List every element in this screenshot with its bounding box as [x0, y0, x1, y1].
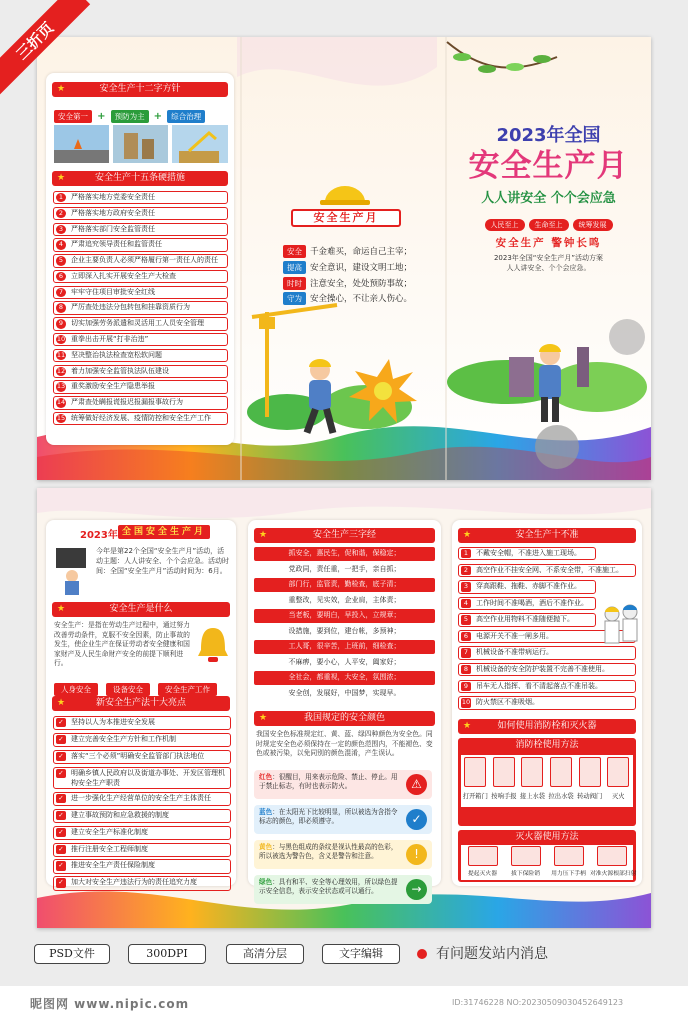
law-item [53, 859, 231, 873]
measure-text: 企业主要负责人必须严格履行第一责任人的责任 [71, 256, 218, 265]
hydrant-step-label: 拉出水袋 [548, 793, 574, 800]
classic-row: 当老板，要明白，早投入，立规章； [254, 609, 435, 623]
rule-text: 高空作业用物料不准随便抛下。 [476, 615, 574, 624]
law-text: 推进安全生产责任保险制度 [71, 861, 155, 870]
rule-item [458, 680, 636, 693]
law-item [53, 716, 231, 730]
verse-tag: 时时 [283, 277, 306, 290]
check-icon: ✓ [56, 718, 66, 727]
measure-item [53, 349, 228, 362]
rule-number: 1 [461, 549, 471, 558]
rule-number: 7 [461, 648, 471, 657]
measure-text: 切实加强劳务派遣和灵活用工人员安全管理 [71, 319, 204, 328]
law-text: 建立完善安全生产方针和工作机制 [71, 734, 176, 743]
law-item [53, 750, 231, 764]
rule-item [458, 564, 636, 577]
item-number: 7 [56, 288, 66, 297]
verse-block [283, 245, 433, 308]
red-warning-icon: ⚠ [406, 774, 427, 795]
hydrant-step-picture [607, 757, 629, 787]
classic-row: 重整改，见实效，企业肩，主体责； [254, 594, 435, 608]
color-title: ★ 我国规定的安全颜色 [254, 711, 435, 726]
extinguisher-step-picture [554, 846, 584, 866]
hydrant-step-picture [493, 757, 515, 787]
measure-item [53, 380, 228, 393]
brochure-back-side [37, 488, 651, 928]
psd-file-button[interactable]: PSD文件 [34, 944, 110, 964]
law-item [53, 767, 231, 789]
cover-pill: 统筹发展 [573, 219, 613, 231]
color-text: ：具有和平、安全等心理效用，所以绿色提示安全信息，表示安全状态或可以通行。 [259, 878, 398, 896]
cover-pills [446, 212, 651, 231]
main-title-text: 安全生产月 [468, 148, 629, 184]
verse-tag: 安全 [283, 245, 306, 258]
rule-text: 不戴安全帽，不准进入施工现场。 [476, 549, 581, 557]
rule-item [458, 696, 636, 709]
hydrant-steps [461, 755, 633, 807]
law-item [53, 809, 231, 823]
rule-number: 4 [461, 599, 471, 608]
measure-item [53, 333, 228, 346]
item-number: 11 [56, 350, 66, 359]
verse-text: 千金难买，命运自己主宰； [310, 247, 413, 257]
cover-panel [446, 121, 651, 273]
hydrant-step-picture [464, 757, 486, 787]
measure-text: 坚决整治执法检查宽松软问题 [71, 350, 162, 359]
extinguisher-steps [461, 845, 637, 880]
rule-number: 8 [461, 665, 471, 674]
hydrant-step-picture [550, 757, 572, 787]
watermark-bar [0, 986, 688, 1024]
measure-item [53, 191, 228, 204]
rule-item [458, 597, 596, 610]
measure-item [53, 270, 228, 283]
hydrant-step [547, 757, 576, 800]
classic-title: ★ 安全生产三字经 [254, 528, 435, 543]
verse-line [283, 277, 433, 292]
brochure-front-side [37, 37, 651, 480]
classic-row: 设措施，要到位，建台帐，多预神； [254, 625, 435, 639]
hydrant-step-label: 灭火 [612, 793, 625, 800]
measure-text: 严格落实部门安全监管责任 [71, 224, 155, 233]
extinguisher-title: 灭火器使用方法 [515, 832, 579, 842]
measure-item [53, 301, 228, 314]
extinguisher-step-label: 提起灭火器 [468, 871, 497, 877]
item-number: 4 [56, 240, 66, 249]
item-number: 12 [56, 366, 66, 375]
color-name: 红色 [259, 773, 273, 781]
measure-text: 统筹做好经济发展、疫情防控和安全生产工作 [71, 413, 211, 422]
rule-item [458, 613, 596, 626]
rule-text: 工作时间不准喝酒，酒后不准作业。 [476, 598, 588, 607]
month-badge-bottom: 全国安全生产月 [118, 525, 210, 539]
rule-item [458, 663, 636, 676]
law-text: 明确乡镇人民政府以及街道办事处、开发区管理机构安全生产职责 [71, 768, 225, 787]
classic-row: 抓安全，惠民生，促和谐，保稳定； [254, 547, 435, 561]
rule-number: 6 [461, 632, 471, 641]
hydrant-step [604, 757, 633, 800]
measure-item [53, 365, 228, 378]
color-name: 蓝色 [259, 808, 273, 816]
color-name: 黄色 [259, 843, 273, 851]
measure-text: 严格落实地方政府安全责任 [71, 208, 155, 217]
item-number: 3 [56, 225, 66, 234]
verse-line [283, 261, 433, 276]
year-title: 2023年全国 [496, 125, 601, 146]
what-title: ★ 安全生产是什么 [52, 602, 230, 617]
slogan-tag: 预防为主 [111, 110, 149, 123]
front-left-panel [46, 73, 234, 445]
extinguisher-step [504, 846, 547, 877]
color-name: 绿色 [259, 878, 273, 886]
slogan-title: ★ 安全生产十二字方针 [52, 82, 228, 97]
rule-number: 3 [461, 582, 471, 591]
verse-line [283, 292, 433, 307]
measures-list [53, 191, 228, 428]
color-item [254, 840, 432, 869]
law-text: 推行注册安全工程师制度 [71, 844, 148, 853]
hydrant-section: ★ 如何使用消防栓和灭火器 [458, 719, 636, 734]
classic-row: 部门行，监管责，勤检查，底子清； [254, 578, 435, 592]
alarm-bell-icon [194, 624, 232, 668]
plus-icon: + [97, 111, 106, 122]
cover-pill: 人民至上 [485, 219, 525, 231]
hydrant-step-label: 接上水袋 [519, 793, 546, 800]
rule-text: 电源开关不准一闸多用。 [476, 631, 553, 640]
rule-text: 穿高跟鞋、拖鞋、赤脚不准作业。 [476, 582, 581, 591]
verse-text: 注意安全，处处预防事故； [310, 278, 413, 289]
slogan-tag: 安全第一 [54, 110, 92, 123]
rule-number: 9 [461, 682, 471, 691]
check-icon: ✓ [56, 861, 66, 870]
law-title: ★ 新安全生产法十大亮点 [52, 696, 230, 711]
rule-item [458, 547, 596, 560]
hydrant-step-label: 转动阀门 [577, 793, 603, 800]
color-text: ：与黑色组成的条纹是视认性最高的色彩，所以被选为警告色，含义是警告和注意。 [259, 843, 398, 861]
hydrant-step [461, 757, 490, 800]
check-icon: ✓ [56, 878, 66, 887]
hydrant-step [575, 757, 604, 800]
item-number: 8 [56, 303, 66, 312]
item-number: 15 [56, 413, 66, 422]
corner-badge [0, 0, 110, 110]
law-item [53, 826, 231, 840]
text-edit-button[interactable]: 文字编辑 [322, 944, 400, 964]
measure-text: 立即深入扎实开展安全生产大检查 [71, 271, 176, 280]
law-text: 坚持以人为本推进安全发展 [71, 718, 155, 726]
cover-note: 2023年全国“安全生产月”活动方案 人人讲安全、个个会应急。 [493, 254, 604, 272]
color-text: ：很醒目，用来表示危险、禁止、停止。用于禁止标志，有时也表示防火。 [259, 773, 398, 791]
measure-item [53, 396, 228, 409]
yellow-caution-icon: ! [406, 844, 427, 865]
check-icon: ✓ [56, 769, 66, 778]
check-icon: ✓ [56, 828, 66, 837]
rule-number: 10 [461, 698, 471, 707]
measure-item [53, 254, 228, 267]
month-badge: 安全生产月 [291, 209, 401, 227]
cover-pill: 生命至上 [529, 219, 569, 231]
law-list [53, 716, 231, 893]
what-tag: 人身安全 [54, 683, 98, 696]
extinguisher-box [458, 830, 636, 882]
rule-number: 2 [461, 566, 471, 575]
measure-item [53, 412, 228, 425]
item-number: 14 [56, 398, 66, 407]
measure-text: 重奖激励安全生产隐患举报 [71, 382, 155, 391]
item-number: 9 [56, 319, 66, 328]
law-item [53, 876, 231, 890]
extinguisher-step-label: 用力压下手柄 [551, 871, 586, 877]
slogan-tag: 综合治理 [167, 110, 205, 123]
back-left-panel [46, 520, 236, 886]
measure-item [53, 223, 228, 236]
what-tag: 安全生产工作 [158, 683, 217, 696]
cover-subtitle: 人人讲安全 个个会应急 [481, 191, 616, 206]
rule-text: 高空作业不挂安全网、不系安全带，不准施工。 [476, 565, 623, 574]
extinguisher-step-picture [597, 846, 627, 866]
classic-row: 不麻痹，要小心，人平安，阖家好； [254, 656, 435, 670]
layers-button[interactable]: 高清分层 [226, 944, 304, 964]
verse-text: 安全操心，不让亲人伤心。 [310, 294, 413, 305]
watermark-id: ID:31746228 NO:20230509030452649123 [452, 998, 624, 1007]
extinguisher-step-picture [468, 846, 498, 866]
watermark-logo: 昵图网 www.nipic.com [30, 997, 190, 1011]
extinguisher-step-picture [511, 846, 541, 866]
extinguisher-step [590, 846, 637, 877]
color-intro: 我国安全色标准规定红、黄、蓝、绿四种颜色为安全色。同时规定安全色必须保持在一定的颜色范围内，不能褪色、变色或被污染，以免同别的颜色混淆，产生误认。 [256, 730, 433, 758]
extinguisher-step [547, 846, 590, 877]
worker-sign-illustration [52, 546, 90, 596]
law-text: 加大对安全生产违法行为的责任追究力度 [71, 878, 197, 887]
notice-text: 有问题发站内消息 [436, 946, 548, 962]
measure-item [53, 317, 228, 330]
law-text: 进一步强化生产经营单位的安全生产主体责任 [71, 793, 211, 802]
measure-text: 严肃查处瞒报谎报迟报漏报事故行为 [71, 398, 183, 407]
law-text: 落实“三个必须”明确安全监管部门执法地位 [71, 751, 205, 760]
color-item [254, 770, 432, 799]
extinguisher-step-label: 拔下保险销 [511, 871, 540, 877]
blue-check-icon: ✓ [406, 809, 427, 830]
hydrant-box [458, 738, 636, 826]
rule-text: 吊车无人指挥、看不清起落点不准吊装。 [476, 681, 602, 690]
extinguisher-step [461, 846, 504, 877]
color-item [254, 875, 432, 904]
law-item [53, 733, 231, 747]
rule-text: 机械设备不准带病运行。 [476, 648, 553, 657]
measure-text: 严肃追究领导责任和监管责任 [71, 240, 162, 249]
law-text: 建立事故预防和应急救援的制度 [71, 810, 169, 819]
verse-line [283, 245, 433, 260]
check-icon: ✓ [56, 735, 66, 744]
measure-item [53, 207, 228, 220]
alarm-text: 安全生产 警钟长鸣 [495, 237, 602, 249]
hydrant-step-picture [579, 757, 601, 787]
extinguisher-step-label: 对准火源根部扫射 [590, 871, 637, 877]
classic-row: 党政同，责任重，一把手，亲自抓； [254, 563, 435, 577]
hydrant-step [518, 757, 547, 800]
dpi-button[interactable]: 300DPI [128, 944, 206, 964]
law-item [53, 792, 231, 806]
color-item [254, 805, 432, 834]
measure-text: 牢牢守住项目审批安全红线 [71, 287, 155, 296]
item-number: 6 [56, 272, 66, 281]
check-icon: ✓ [56, 752, 66, 761]
green-exit-icon: → [406, 879, 427, 900]
main-title [446, 147, 651, 185]
verse-text: 安全意识，建设文明工地； [310, 262, 413, 273]
corner-badge-text: 三折页 [0, 0, 90, 96]
ten-list [458, 547, 623, 713]
hydrant-step-label: 打开箱门 [462, 793, 488, 800]
classic-row: 全社会，都重视，大安全，氛围浓； [254, 671, 435, 685]
item-number: 13 [56, 382, 66, 391]
verse-tag: 守为 [283, 292, 306, 305]
measure-item [53, 238, 228, 251]
year-label: 2023年 [80, 530, 118, 541]
classic-list [254, 547, 435, 702]
what-tag: 设备安全 [106, 683, 150, 696]
classic-row: 工人哥，很辛苦，上班前，细检查； [254, 640, 435, 654]
back-middle-panel [248, 520, 441, 896]
check-icon: ✓ [56, 811, 66, 820]
hydrant-step-label: 按响手报 [491, 793, 517, 800]
measure-text: 严厉查处违法分包转包和挂靠资质行为 [71, 303, 190, 312]
measure-text: 重拳出击开展“打非治违” [71, 335, 149, 344]
what-text: 安全生产：是指在劳动生产过程中，通过努力改善劳动条件，克服不安全因素，防止事故的发生，使企业生产在保证劳动者安全健康和国家财产及人民生命财产安全的前提下顺利进行。 [54, 621, 190, 668]
what-tags [54, 677, 232, 696]
rule-number: 5 [461, 615, 471, 624]
measure-text: 严格落实地方党委安全责任 [71, 193, 155, 201]
item-number: 2 [56, 209, 66, 218]
law-item [53, 843, 231, 857]
back-right-panel [452, 520, 642, 886]
hydrant-title: 消防栓使用方法 [515, 740, 579, 750]
rule-item [458, 580, 596, 593]
plus-icon: + [153, 111, 163, 122]
intro-text: 今年是第22个全国“安全生产月”活动，活动主题：人人讲安全、个个会应急。活动时间：全国“安全生产月”活动时间为：6月。 [96, 547, 229, 575]
construction-photos [54, 125, 228, 163]
measures-title: ★ 安全生产十五条硬措施 [52, 171, 228, 186]
notice-dot-icon [417, 949, 427, 959]
ten-title: ★ 安全生产十不准 [458, 528, 636, 543]
item-number: 5 [56, 256, 66, 265]
measure-text: 着力加强安全监管执法队伍建设 [71, 366, 169, 375]
item-number: 1 [56, 193, 66, 202]
rule-text: 防火禁区不准吸烟。 [476, 698, 539, 707]
workers-illustration [600, 600, 640, 660]
verse-tag: 提高 [283, 261, 306, 274]
classic-row: 安全创，发展好，中国梦，实现早。 [254, 687, 435, 701]
check-icon: ✓ [56, 845, 66, 854]
check-icon: ✓ [56, 794, 66, 803]
law-text: 建立安全生产标准化制度 [71, 827, 148, 836]
measure-item [53, 286, 228, 299]
color-text: ：在太阳光下比较明显，所以被选为含指令标志的颜色，即必须遵守。 [259, 808, 398, 826]
rule-text: 机械设备的安全防护装置不完善不准使用。 [476, 665, 609, 674]
hydrant-step-picture [521, 757, 543, 787]
item-number: 10 [56, 335, 66, 344]
hydrant-step [490, 757, 519, 800]
